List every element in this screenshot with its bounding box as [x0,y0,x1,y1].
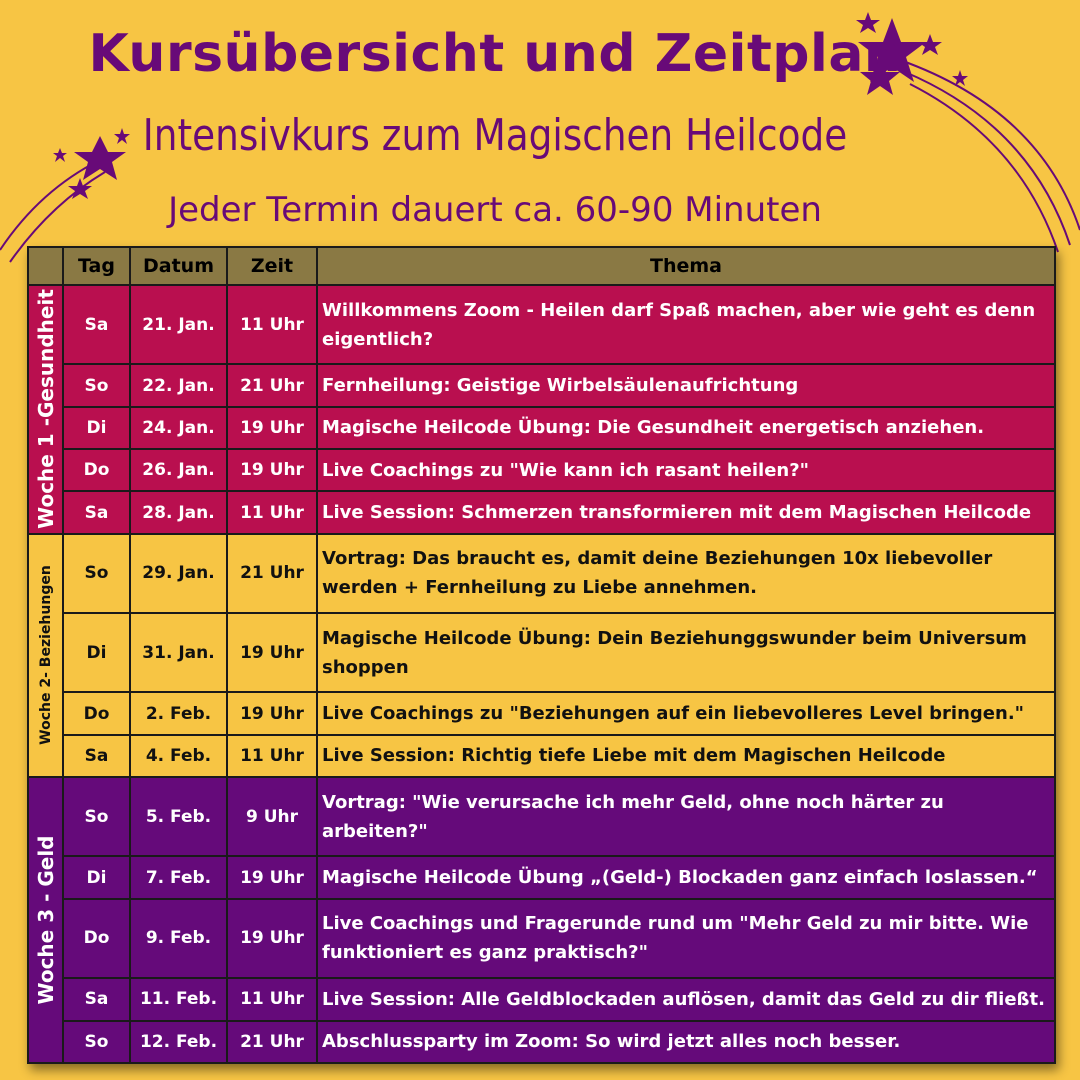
table-row [28,856,1055,898]
topic-cell: Magische Heilcode Übung: Die Gesundheit energetisch anziehen. [317,407,1055,449]
date-cell: 5. Feb. [130,777,227,856]
topic-cell: Live Session: Richtig tiefe Liebe mit dem Magischen Heilcode [317,735,1055,777]
topic-cell: Live Coachings zu "Wie kann ich rasant heilen?" [317,449,1055,491]
time-cell: 11 Uhr [227,491,317,533]
week-label-cell [28,534,63,777]
header-week [28,247,63,285]
week-label-cell [28,285,63,534]
day-cell: So [63,777,130,856]
schedule-table [27,246,1056,1064]
topic-cell: Magische Heilcode Übung „(Geld-) Blockaden ganz einfach loslassen.“ [317,856,1055,898]
topic-cell: Live Coachings und Fragerunde rund um "Mehr Geld zu mir bitte. Wie funktioniert es ganz praktisch?" [317,899,1055,978]
table-row [28,1021,1055,1064]
table-row [28,777,1055,856]
course-subtitle: Intensivkurs zum Magischen Heilcode [142,110,848,161]
day-cell: Do [63,692,130,734]
date-cell: 21. Jan. [130,285,227,364]
table-row [28,449,1055,491]
day-cell: So [63,1021,130,1064]
time-cell: 21 Uhr [227,534,317,613]
topic-cell: Live Session: Schmerzen transformieren mit dem Magischen Heilcode [317,491,1055,533]
day-cell: Do [63,899,130,978]
table-row [28,534,1055,613]
time-cell: 19 Uhr [227,899,317,978]
date-cell: 24. Jan. [130,407,227,449]
day-cell: Di [63,613,130,692]
date-cell: 7. Feb. [130,856,227,898]
week-label: Woche 2- Beziehungen [37,565,54,746]
duration-note: Jeder Termin dauert ca. 60-90 Minuten [168,190,822,230]
header-topic: Thema [317,247,1055,285]
date-cell: 2. Feb. [130,692,227,734]
date-cell: 11. Feb. [130,978,227,1020]
table-row [28,899,1055,978]
table-row [28,285,1055,364]
header-day: Tag [63,247,130,285]
time-cell: 19 Uhr [227,449,317,491]
week-label: Woche 3 - Geld [33,835,58,1005]
topic-cell: Magische Heilcode Übung: Dein Beziehunggswunder beim Universum shoppen [317,613,1055,692]
topic-cell: Live Session: Alle Geldblockaden auflösen, damit das Geld zu dir fließt. [317,978,1055,1020]
date-cell: 28. Jan. [130,491,227,533]
day-cell: Sa [63,491,130,533]
day-cell: Di [63,856,130,898]
time-cell: 11 Uhr [227,735,317,777]
day-cell: Sa [63,978,130,1020]
week-label-cell [28,777,63,1063]
date-cell: 26. Jan. [130,449,227,491]
date-cell: 29. Jan. [130,534,227,613]
day-cell: Sa [63,285,130,364]
day-cell: Do [63,449,130,491]
date-cell: 12. Feb. [130,1021,227,1064]
header-time: Zeit [227,247,317,285]
star-icon [53,148,67,162]
table-row [28,364,1055,406]
time-cell: 19 Uhr [227,692,317,734]
topic-cell: Abschlussparty im Zoom: So wird jetzt alles noch besser. [317,1021,1055,1064]
date-cell: 9. Feb. [130,899,227,978]
table-row [28,613,1055,692]
time-cell: 19 Uhr [227,407,317,449]
topic-cell: Live Coachings zu "Beziehungen auf ein liebevolleres Level bringen." [317,692,1055,734]
table-row [28,978,1055,1020]
table-row [28,692,1055,734]
time-cell: 11 Uhr [227,285,317,364]
topic-cell: Willkommens Zoom - Heilen darf Spaß machen, aber wie geht es denn eigentlich? [317,285,1055,364]
day-cell: Sa [63,735,130,777]
page-title: Kursübersicht und Zeitplan [88,24,902,84]
header-date: Datum [130,247,227,285]
topic-cell: Fernheilung: Geistige Wirbelsäulenaufrichtung [317,364,1055,406]
date-cell: 22. Jan. [130,364,227,406]
date-cell: 4. Feb. [130,735,227,777]
time-cell: 21 Uhr [227,1021,317,1064]
time-cell: 21 Uhr [227,364,317,406]
table-row [28,407,1055,449]
time-cell: 19 Uhr [227,856,317,898]
table-row [28,735,1055,777]
date-cell: 31. Jan. [130,613,227,692]
time-cell: 11 Uhr [227,978,317,1020]
day-cell: So [63,364,130,406]
time-cell: 19 Uhr [227,613,317,692]
topic-cell: Vortrag: Das braucht es, damit deine Beziehungen 10x liebevoller werden + Fernheilung zu Liebe annehmen. [317,534,1055,613]
table-header-row [28,247,1055,285]
week-label: Woche 1 -Gesundheit [33,289,58,530]
table-row [28,491,1055,533]
day-cell: Di [63,407,130,449]
topic-cell: Vortrag: "Wie verursache ich mehr Geld, ohne noch härter zu arbeiten?" [317,777,1055,856]
day-cell: So [63,534,130,613]
time-cell: 9 Uhr [227,777,317,856]
